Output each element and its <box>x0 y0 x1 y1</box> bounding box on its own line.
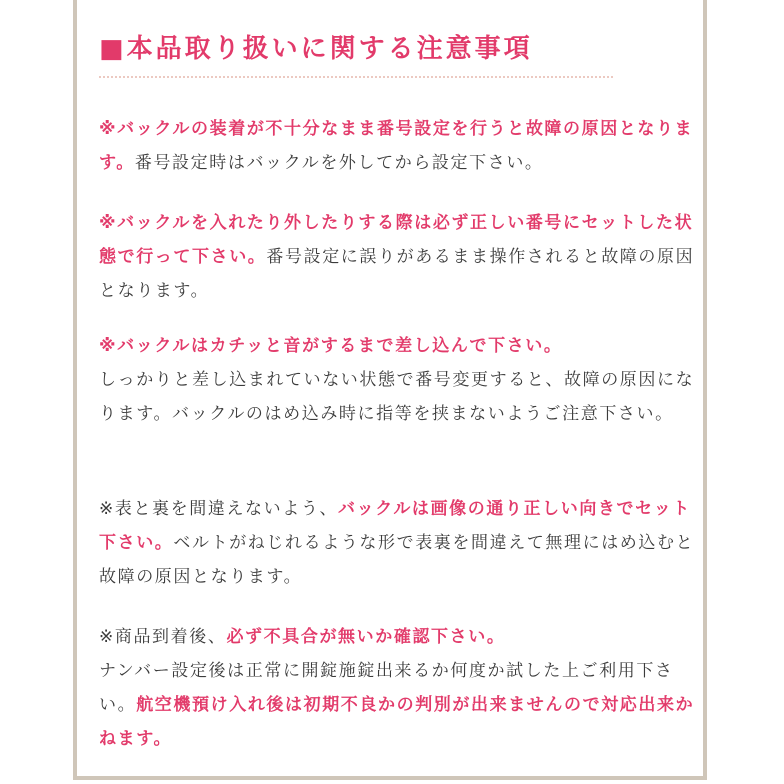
warning-highlight: ※バックルを入れたり外したりする際は必ず正しい番号にセットした状態で行って下さい。 <box>99 213 694 267</box>
notice-paragraph-5 <box>99 620 695 756</box>
notice-paragraph-2 <box>99 206 695 308</box>
page-title: ■本品取り扱いに関する注意事項 <box>99 34 533 64</box>
warning-highlight: 必ず不具合が無いか確認下さい。 <box>226 627 506 647</box>
warning-highlight: ※バックルはカチッと音がするまで差し込んで下さい。 <box>99 336 563 356</box>
notice-paragraph-3 <box>99 329 695 431</box>
notice-text: 番号設定時はバックルを外してから設定下さい。 <box>134 153 544 173</box>
dotted-divider <box>99 76 613 78</box>
notice-paragraph-1 <box>99 112 695 180</box>
notice-prefix: ※商品到着後、 <box>99 627 227 647</box>
warning-highlight: バックルは画像の通り正しい向きでセット下さい。 <box>99 499 691 553</box>
warning-highlight: ※バックルの装着が不十分なまま番号設定を行うと故障の原因となります。 <box>99 119 694 173</box>
warning-highlight-2: 航空機預け入れ後は初期不良かの判別が出来ませんので対応出来かねます。 <box>99 695 695 749</box>
notice-text: ベルトがねじれるような形で表裏を間違えて無理にはめ込むと故障の原因となります。 <box>99 533 695 587</box>
notice-paragraph-4 <box>99 492 695 594</box>
notice-prefix: ※表と裏を間違えないよう、 <box>99 499 339 519</box>
notice-text: ナンバー設定後は正常に開錠施錠出来るか何度か試した上ご利用下さい。 <box>99 661 674 715</box>
notice-panel <box>73 0 707 780</box>
notice-text: 番号設定に誤りがあるまま操作されると故障の原因となります。 <box>99 247 695 301</box>
notice-text: しっかりと差し込まれていない状態で番号変更すると、故障の原因になります。バックルのはめ込み時に指等を挟まないようご注意下さい。 <box>99 370 695 424</box>
